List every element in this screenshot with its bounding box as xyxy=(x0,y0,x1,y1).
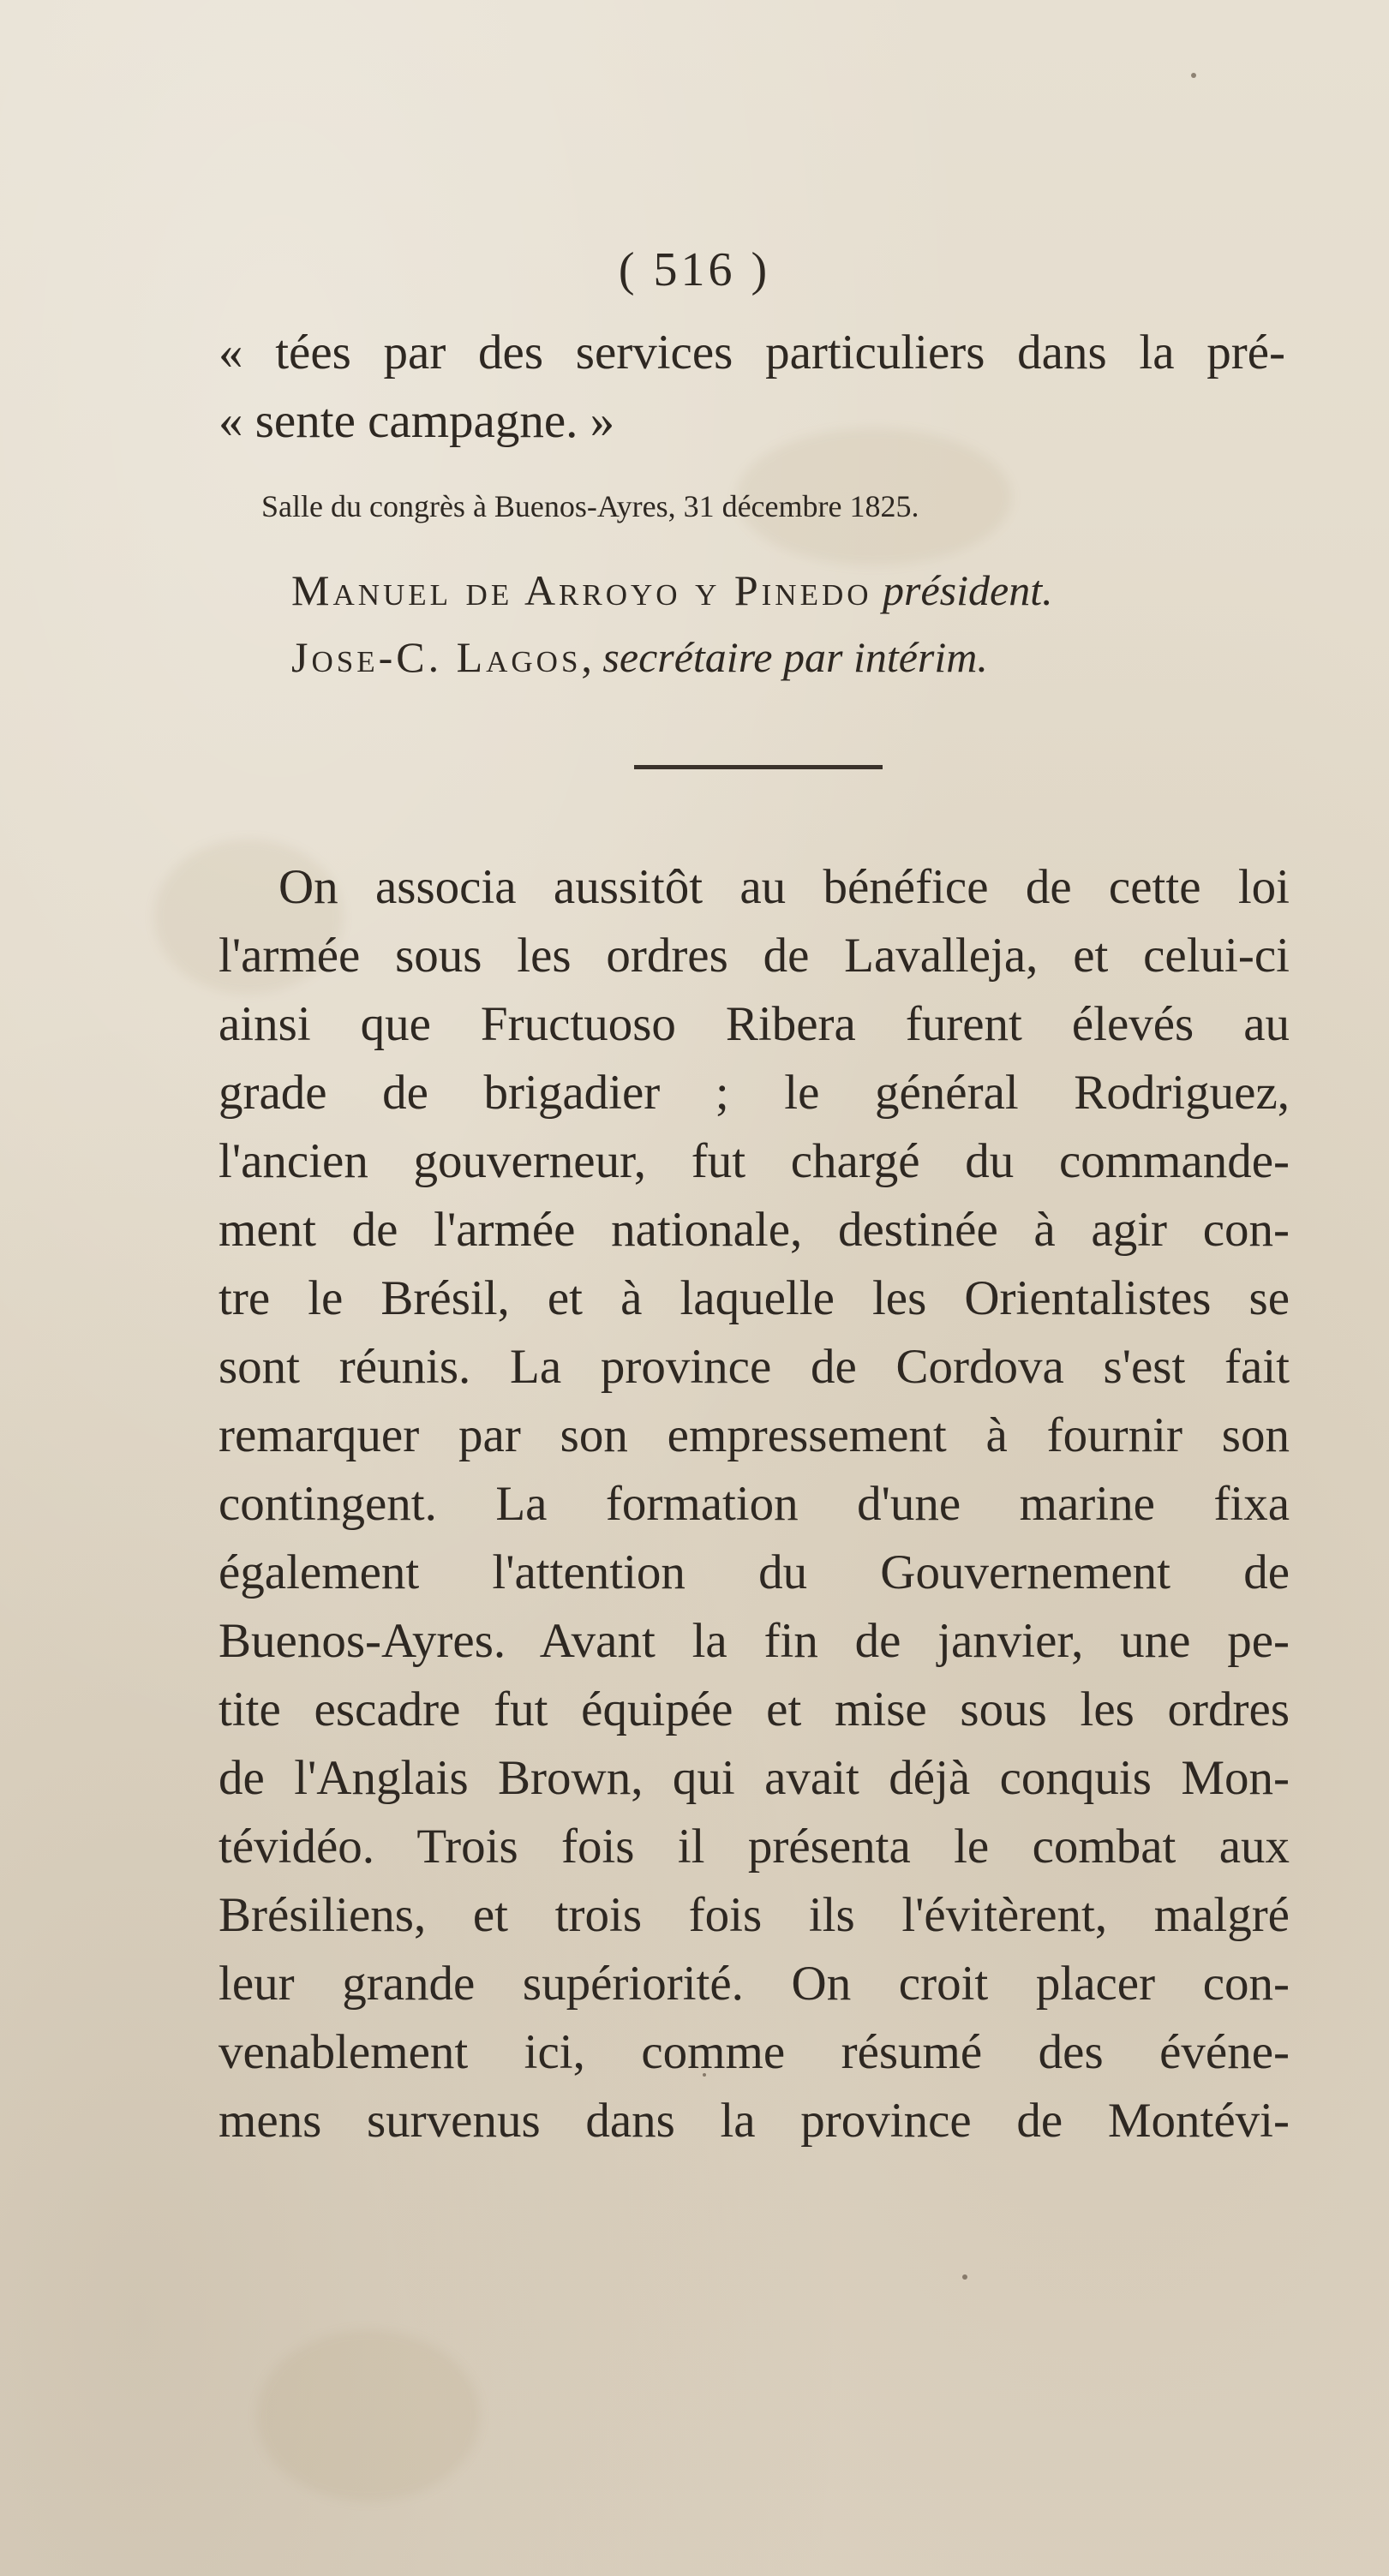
body-line: l'armée sous les ordres de Lavalleja, et celui-ci xyxy=(219,929,1290,983)
body-line: tévidéo. Trois fois il présenta le combat aux xyxy=(219,1820,1290,1874)
quote-continuation xyxy=(219,319,1285,456)
signatory-name: Manuel de Arroyo y Pinedo xyxy=(291,566,872,614)
paper-stain xyxy=(257,2330,480,2501)
dateline: Salle du congrès à Buenos-Ayres, 31 décembre 1825. xyxy=(261,489,919,523)
quote-line: « tées par des services particuliers dans la pré- xyxy=(219,326,1285,380)
body-line: sont réunis. La province de Cordova s'est fait xyxy=(219,1340,1290,1394)
body-paragraph xyxy=(219,853,1290,2155)
signature-secretary xyxy=(291,632,988,682)
body-line: venablement ici, comme résumé des événe- xyxy=(219,2025,1290,2079)
signatory-separator: , xyxy=(581,633,592,681)
body-line: tre le Brésil, et à laquelle les Orientalistes se xyxy=(219,1271,1290,1325)
body-line: mens survenus dans la province de Montévi- xyxy=(219,2094,1290,2148)
body-line: Buenos-Ayres. Avant la fin de janvier, une pe- xyxy=(219,1614,1290,1668)
body-line: tite escadre fut équipée et mise sous les ordres xyxy=(219,1682,1290,1736)
section-divider xyxy=(634,765,883,769)
paper-spot xyxy=(962,2274,967,2280)
body-line: grade de brigadier ; le général Rodriguez, xyxy=(219,1066,1290,1120)
signatory-title: président. xyxy=(883,566,1053,614)
body-line: On associa aussitôt au bénéfice de cette loi xyxy=(278,860,1290,914)
body-line: contingent. La formation d'une marine fixa xyxy=(219,1477,1290,1531)
body-line: Brésiliens, et trois fois ils l'évitèrent, malgré xyxy=(219,1888,1290,1942)
page-number: ( 516 ) xyxy=(618,243,771,296)
body-line: ment de l'armée nationale, destinée à agir con- xyxy=(219,1203,1290,1257)
signature-president xyxy=(291,565,1053,615)
body-line: de l'Anglais Brown, qui avait déjà conquis Mon- xyxy=(219,1751,1290,1805)
body-line: ainsi que Fructuoso Ribera furent élevés au xyxy=(219,997,1290,1051)
quote-line: « sente campagne. » xyxy=(219,394,615,448)
body-line: également l'attention du Gouvernement de xyxy=(219,1545,1290,1599)
body-line: remarquer par son empressement à fournir son xyxy=(219,1408,1290,1462)
body-line: l'ancien gouverneur, fut chargé du commande- xyxy=(219,1134,1290,1188)
body-line: leur grande supériorité. On croit placer con- xyxy=(219,1957,1290,2011)
signatory-name: Jose-C. Lagos xyxy=(291,633,582,681)
signatory-title: secrétaire par intérim. xyxy=(602,633,988,681)
paper-spot xyxy=(1191,73,1196,78)
